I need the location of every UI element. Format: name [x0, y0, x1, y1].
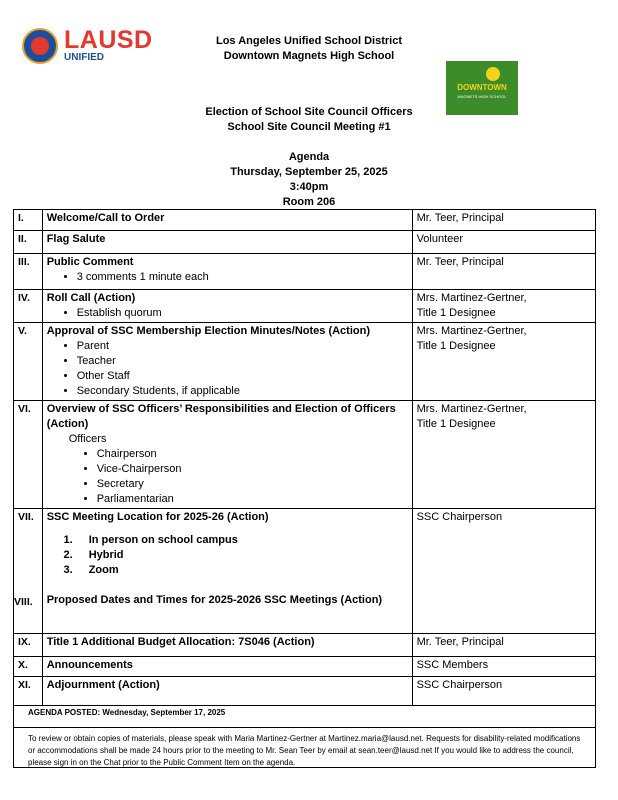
accessibility-notice: To review or obtain copies of materials, please speak with Maria Martinez-Gertner at Martinez.maria@lausd.net. Requests for disability-related modifications or accommodations shall be made 24 hours prior to the meeting to Mr. Sean Teer by email at sean.teer@lausd.net If you would like to address the council, please sign in on the Chat prior to the Public Comment Item on the agenda.: [28, 734, 581, 767]
table-row: [14, 677, 596, 706]
item-presenter-role: Title 1 Designee: [416, 418, 496, 430]
item-number: VIII.: [14, 596, 33, 608]
list-item: • Establish quorum: [77, 306, 408, 321]
meeting-title: [0, 105, 618, 135]
list-item: 1. In person on school campus: [76, 533, 408, 548]
item-number: II.: [14, 231, 43, 254]
item-title: Roll Call (Action): [46, 292, 136, 304]
table-row: [14, 657, 596, 677]
list-item: • Parliamentarian: [97, 492, 408, 507]
item-presenter: Mr. Teer, Principal: [412, 254, 595, 290]
agenda-date: Thursday, September 25, 2025: [230, 166, 388, 178]
sun-icon: [486, 67, 500, 81]
list-item: • Secondary Students, if applicable: [77, 384, 408, 399]
item-presenter: Mrs. Martinez-Gertner,: [416, 325, 527, 337]
item-number: VI.: [14, 401, 43, 509]
item-number: III.: [14, 254, 43, 290]
school-name: Downtown Magnets High School: [223, 50, 395, 62]
item-title: Adjournment (Action): [46, 679, 160, 691]
item-presenter: Mr. Teer, Principal: [412, 634, 595, 657]
table-row: [14, 634, 596, 657]
item-title: Public Comment: [46, 256, 134, 268]
item-number: V.: [14, 323, 43, 401]
list-item: 3. Zoom: [76, 563, 408, 578]
item-number: IV.: [14, 290, 43, 323]
list-item: 2. Hybrid: [76, 548, 408, 563]
table-row: [14, 231, 596, 254]
list-item: • Chairperson: [97, 447, 408, 462]
agenda-label: Agenda: [288, 151, 330, 163]
agenda-footer: [13, 703, 596, 768]
table-row: [14, 323, 596, 401]
agenda-table: [13, 209, 596, 706]
item-title: Title 1 Additional Budget Allocation: 7S046 (Action): [46, 636, 315, 648]
item-title: SSC Meeting Location for 2025-26 (Action): [46, 511, 269, 523]
item-presenter: SSC Members: [412, 657, 595, 677]
agenda-heading: [0, 150, 618, 210]
item-number: X.: [14, 657, 43, 677]
title-line-1: Election of School Site Council Officers: [205, 106, 413, 118]
table-row: [14, 290, 596, 323]
item-title: Announcements: [46, 659, 133, 671]
item-title: Overview of SSC Officers’ Responsibilities and Election of Officers (Action): [46, 403, 396, 430]
district-name: Los Angeles Unified School District: [215, 35, 402, 47]
posted-date: AGENDA POSTED: Wednesday, September 17, 2025: [28, 708, 226, 717]
list-item: • 3 comments 1 minute each: [77, 270, 408, 285]
list-item: • Secretary: [97, 477, 408, 492]
item-presenter: Mr. Teer, Principal: [412, 210, 595, 231]
item-title: Flag Salute: [46, 233, 106, 245]
table-row: [14, 210, 596, 231]
officers-label: Officers: [68, 433, 107, 445]
item-presenter-role: Title 1 Designee: [416, 340, 496, 352]
item-number: IX.: [14, 634, 43, 657]
item-presenter-role: Title 1 Designee: [416, 307, 496, 319]
list-item: • Vice-Chairperson: [97, 462, 408, 477]
logo-wordmark: LAUSD: [64, 26, 153, 54]
agenda-room: Room 206: [282, 196, 336, 208]
list-item: • Other Staff: [77, 369, 408, 384]
item-presenter: Volunteer: [412, 231, 595, 254]
divider: [14, 727, 595, 728]
district-header: [0, 34, 618, 64]
item-title: Proposed Dates and Times for 2025-2026 SSC Meetings (Action): [46, 594, 383, 606]
item-number: XI.: [14, 677, 43, 706]
item-title: Approval of SSC Membership Election Minutes/Notes (Action): [46, 325, 370, 337]
item-title: Welcome/Call to Order: [46, 212, 165, 224]
badge-subtext: MAGNETS HIGH SCHOOL: [457, 94, 507, 99]
item-presenter: SSC Chairperson: [412, 677, 595, 706]
list-item: • Parent: [77, 339, 408, 354]
badge-text: DOWNTOWN: [457, 83, 507, 92]
logo-subtitle: UNIFIED: [64, 52, 104, 63]
item-number: I.: [14, 210, 43, 231]
list-item: • Teacher: [77, 354, 408, 369]
title-line-2: School Site Council Meeting #1: [227, 121, 391, 133]
item-number: VII.: [18, 511, 34, 523]
table-row: [14, 509, 596, 634]
table-row: [14, 254, 596, 290]
table-row: [14, 401, 596, 509]
agenda-time: 3:40pm: [289, 181, 329, 193]
item-presenter: Mrs. Martinez-Gertner,: [416, 292, 527, 304]
item-presenter: Mrs. Martinez-Gertner,: [416, 403, 527, 415]
item-presenter: SSC Chairperson: [412, 509, 595, 634]
